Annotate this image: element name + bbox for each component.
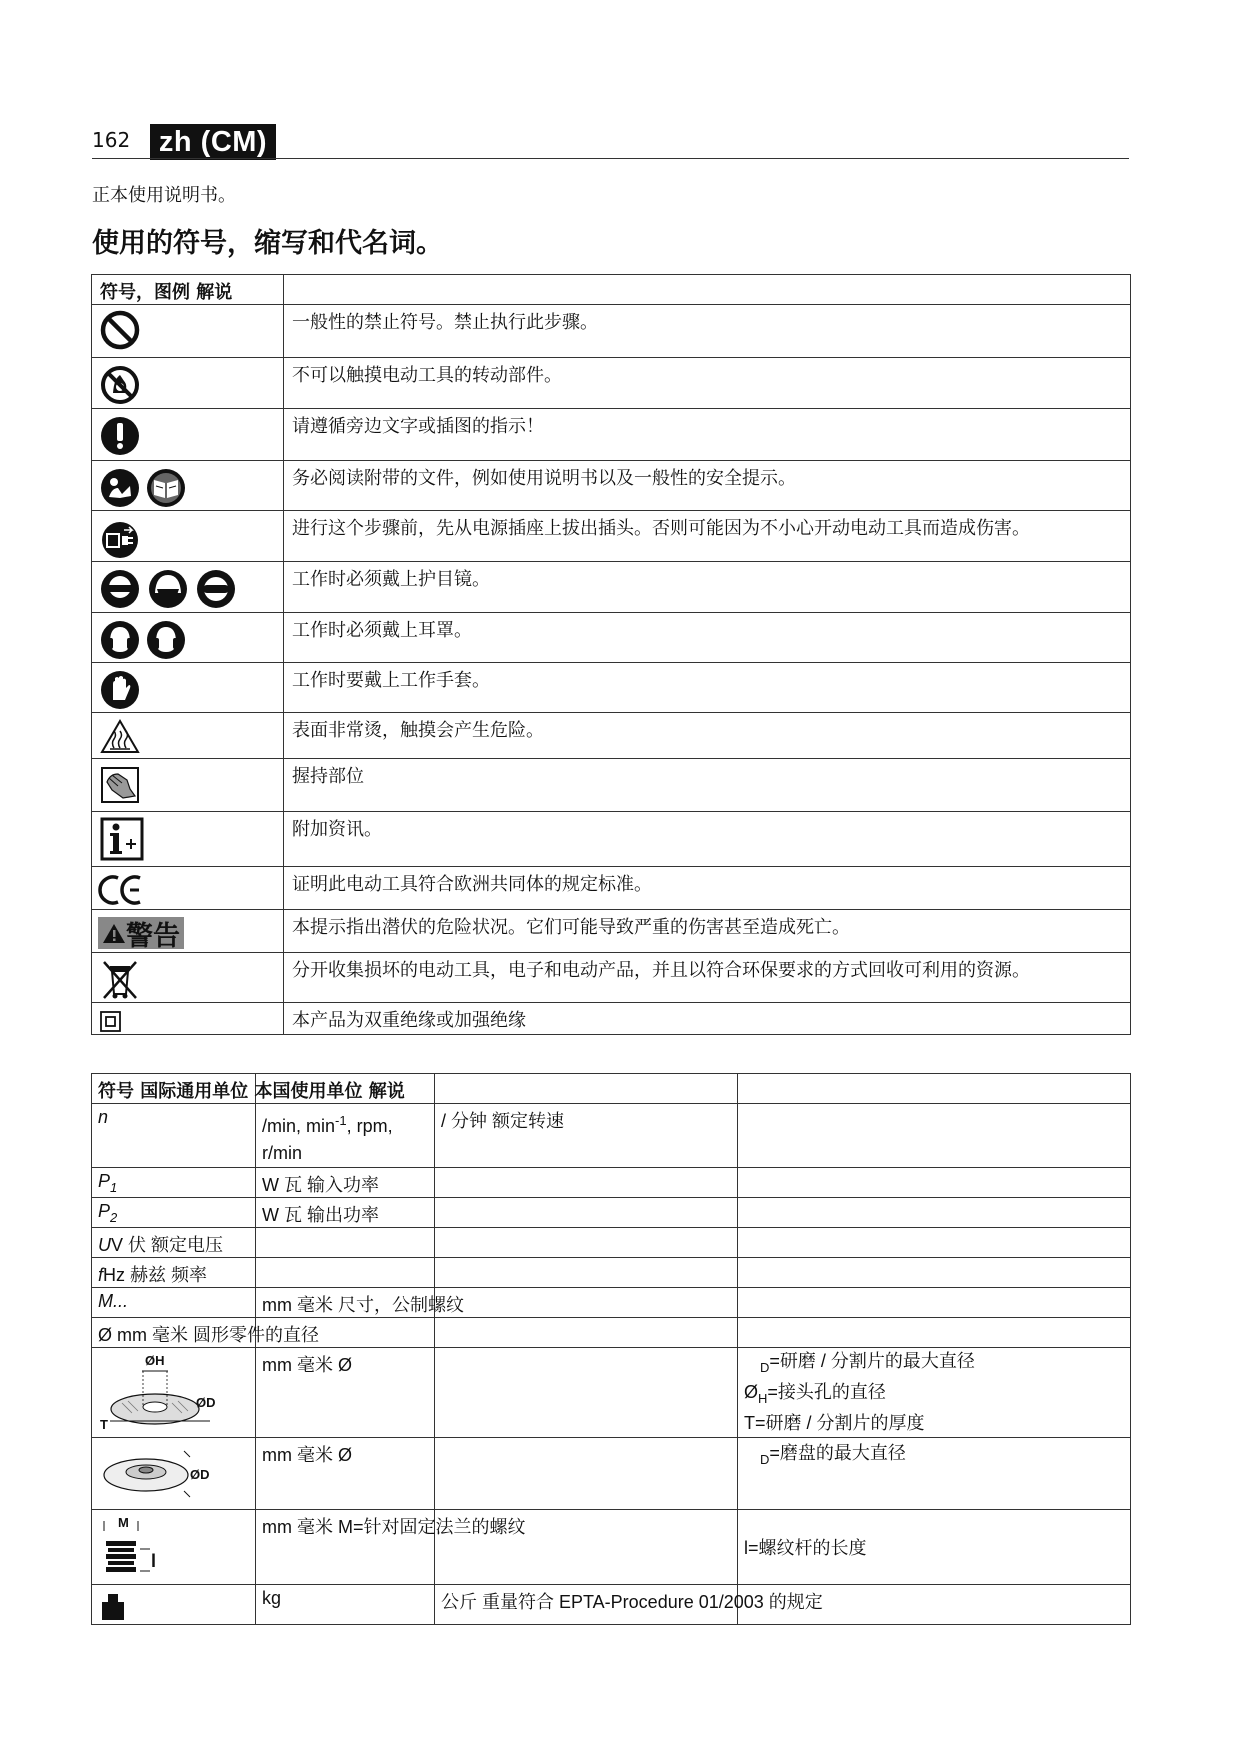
symbol-cell xyxy=(92,1510,256,1585)
unit-cell: mm 毫米 尺寸，公制螺纹 xyxy=(256,1288,435,1318)
unit-cell: mm 毫米 Ø xyxy=(256,1348,435,1438)
eye-protection-icon xyxy=(98,565,238,609)
svg-text:T: T xyxy=(100,1417,108,1432)
symbols-table xyxy=(91,274,1131,1035)
note-cell: l=螺纹杆的长度 xyxy=(738,1510,1131,1585)
unit-cell: mm 毫米 M=针对固定法兰的螺纹 xyxy=(256,1510,435,1585)
list-item: 本提示指出潜伏的危险状况。它们可能导致严重的伤害甚至造成死亡。 xyxy=(284,910,1131,953)
gloves-icon xyxy=(98,666,142,710)
info-icon xyxy=(98,815,146,861)
list-item: 工作时要戴上工作手套。 xyxy=(284,663,1131,713)
list-item: 请遵循旁边文字或插图的指示！ xyxy=(284,409,1131,461)
note-cell xyxy=(738,1104,1131,1168)
header-rule xyxy=(92,158,1129,159)
symbol-cell xyxy=(92,1585,256,1625)
ce-mark-icon xyxy=(98,870,148,908)
list-item: 工作时必须戴上护目镜。 xyxy=(284,562,1131,613)
symbol-cell: $P_1$ xyxy=(92,1168,256,1198)
weee-bin-icon xyxy=(98,956,142,1002)
symbol-cell: UV 伏 额定电压 xyxy=(92,1228,256,1258)
symbol-cell: n xyxy=(92,1104,256,1168)
svg-text:ØH: ØH xyxy=(145,1353,165,1368)
note-cell: $_D$=磨盘的最大直径 xyxy=(738,1438,1131,1510)
list-item: 务必阅读附带的文件，例如使用说明书以及一般性的安全提示。 xyxy=(284,461,1131,511)
cutting-disc-diagram-icon xyxy=(98,1351,218,1433)
prohibition-icon xyxy=(98,308,142,352)
no-touch-rotating-icon xyxy=(98,361,142,405)
symbol-cell: fHz 赫兹 频率 xyxy=(92,1258,256,1288)
symbols-table-header: 符号，图例 解说 xyxy=(92,275,284,305)
unit-cell: kg xyxy=(256,1585,435,1625)
page-title: 使用的符号，缩写和代名词。 xyxy=(92,228,443,259)
svg-text:ØD: ØD xyxy=(190,1467,210,1482)
document-subtitle: 正本使用说明书。 xyxy=(92,185,236,206)
symbol-cell: Ø mm 毫米 圆形零件的直径 xyxy=(92,1318,256,1348)
note-cell: $_D$=研磨 / 分割片的最大直径 $Ø_H=$接头孔的直径 T=研磨 / 分割片的厚度 xyxy=(738,1348,1131,1438)
warning-badge-text: 警告 xyxy=(126,920,180,952)
units-table xyxy=(91,1073,1131,1625)
list-item: 附加资讯。 xyxy=(284,812,1131,867)
page-number: 162 xyxy=(92,128,131,152)
description-cell: / 分钟 额定转速 xyxy=(435,1104,738,1168)
list-item: 本产品为双重绝缘或加强绝缘 xyxy=(284,1003,1131,1035)
exclamation-icon xyxy=(98,412,142,456)
list-item: 分开收集损坏的电动工具，电子和电动产品，并且以符合环保要求的方式回收可利用的资源。 xyxy=(284,953,1131,1003)
sanding-pad-diagram-icon xyxy=(98,1441,218,1503)
symbol-cell: $P_2$ xyxy=(92,1198,256,1228)
language-tag: zh (CM) xyxy=(150,124,276,160)
units-table-header: 符号 国际通用单位 本国使用单位 解说 xyxy=(92,1074,256,1104)
symbol-cell xyxy=(92,1348,256,1438)
list-item: 进行这个步骤前，先从电源插座上拔出插头。否则可能因为不小心开动电动工具而造成伤害。 xyxy=(284,511,1131,562)
warning-triangle-icon xyxy=(102,922,126,944)
description-cell: 公斤 重量符合 EPTA-Procedure 01/2003 的规定 xyxy=(435,1585,738,1625)
symbol-cell: M... xyxy=(92,1288,256,1318)
thread-diagram-icon xyxy=(98,1513,168,1579)
svg-text:ØD: ØD xyxy=(196,1395,216,1410)
unit-cell: mm 毫米 Ø xyxy=(256,1438,435,1510)
list-item: 握持部位 xyxy=(284,759,1131,812)
grip-area-icon xyxy=(98,762,142,806)
read-manual-icon xyxy=(98,464,190,508)
svg-text:M: M xyxy=(118,1515,129,1530)
double-insulation-icon xyxy=(98,1006,124,1034)
unit-cell: /min, $\min^{-1}$, rpm, r/min xyxy=(256,1104,435,1168)
unit-cell: W 瓦 输入功率 xyxy=(256,1168,435,1198)
warning-badge-icon xyxy=(98,917,184,952)
ear-protection-icon xyxy=(98,616,190,660)
svg-text:l: l xyxy=(151,1551,157,1571)
unit-cell: W 瓦 输出功率 xyxy=(256,1198,435,1228)
unplug-icon xyxy=(98,514,142,558)
list-item: 工作时必须戴上耳罩。 xyxy=(284,613,1131,663)
list-item: 不可以触摸电动工具的转动部件。 xyxy=(284,358,1131,409)
weight-icon xyxy=(98,1588,128,1622)
list-item: 一般性的禁止符号。禁止执行此步骤。 xyxy=(284,305,1131,358)
symbol-cell xyxy=(92,1438,256,1510)
list-item: 证明此电动工具符合欧洲共同体的规定标准。 xyxy=(284,867,1131,910)
list-item: 表面非常烫，触摸会产生危险。 xyxy=(284,713,1131,759)
hot-surface-icon xyxy=(98,716,142,756)
